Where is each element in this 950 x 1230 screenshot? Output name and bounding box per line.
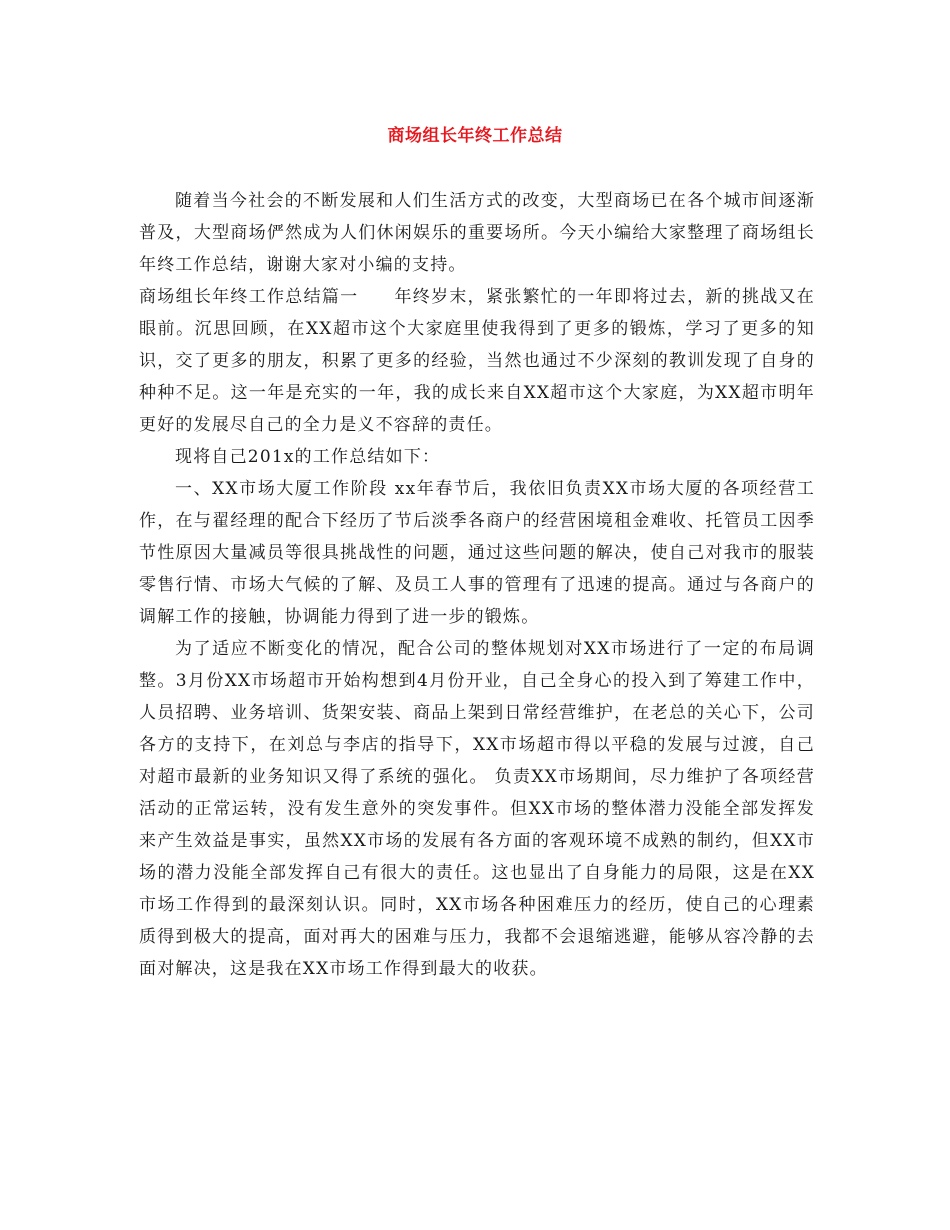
part-two-paragraph: 为了适应不断变化的情况，配合公司的整体规划对XX市场进行了一定的布局调整。3月份XX市场超市开始构想到4月份开业，自己全身心的投入到了筹建工作中，人员招聘、业务培训、货架安装、商品上架到日常经营维护，在老总的关心下，公司各方的支持下，在刘总与李店的指导下，XX市场超市得以平稳的发展与过渡，自己对超市最新的业务知识又得了系统的强化。 负责XX市场期间，尽力维护了各项经营活动的正常运转，没有发生意外的突发事件。但XX市场的整体潜力没能全部发挥发来产生效益是事实，虽然XX市场的发展有各方面的客观环境不成熟的制约，但XX市场的潜力没能全部发挥自己有很大的责任。这也显出了自身能力的局限，这是在XX市场工作得到的最深刻认识。同时，XX市场各种困难压力的经历，使自己的心理素质得到极大的提高，面对再大的困难与压力，我都不会退缩逃避，能够从容冷静的去面对解决，这是我在XX市场工作得到最大的收获。 — [139, 639, 815, 979]
intro-paragraph: 随着当今社会的不断发展和人们生活方式的改变，大型商场已在各个城市间逐渐普及，大型商场俨然成为人们休闲娱乐的重要场所。今天小编给大家整理了商场组长年终工作总结，谢谢大家对小编的支持。 — [139, 191, 815, 275]
document-title: 商场组长年终工作总结 — [387, 126, 563, 146]
summary-intro-paragraph: 现将自己201x的工作总结如下： — [175, 447, 441, 467]
document-body — [139, 185, 815, 985]
section-one-paragraph — [139, 281, 815, 441]
section-label: 商场组长年终工作总结篇一 — [139, 287, 359, 307]
part-one-paragraph: 一、XX市场大厦工作阶段 xx年春节后，我依旧负责XX市场大厦的各项经营工作，在与翟经理的配合下经历了节后淡季各商户的经营困境租金难收、托管员工因季节性原因大量减员等很具挑战性的问题，通过这些问题的解决，使自己对我市的服装零售行情、市场大气候的了解、及员工人事的管理有了迅速的提高。通过与各商户的调解工作的接触，协调能力得到了进一步的锻炼。 — [139, 479, 815, 627]
section-first-text: 年终岁末，紧张繁忙的一年即将过去，新的挑战又在眼前。沉思回顾，在XX超市这个大家庭里使我得到了更多的锻炼，学习了更多的知识，交了更多的朋友，积累了更多的经验，当然也通过不少深刻的教训发现了自身的种种不足。这一年是充实的一年，我的成长来自XX超市这个大家庭，为XX超市明年更好的发展尽自己的全力是义不容辞的责任。 — [139, 287, 815, 435]
